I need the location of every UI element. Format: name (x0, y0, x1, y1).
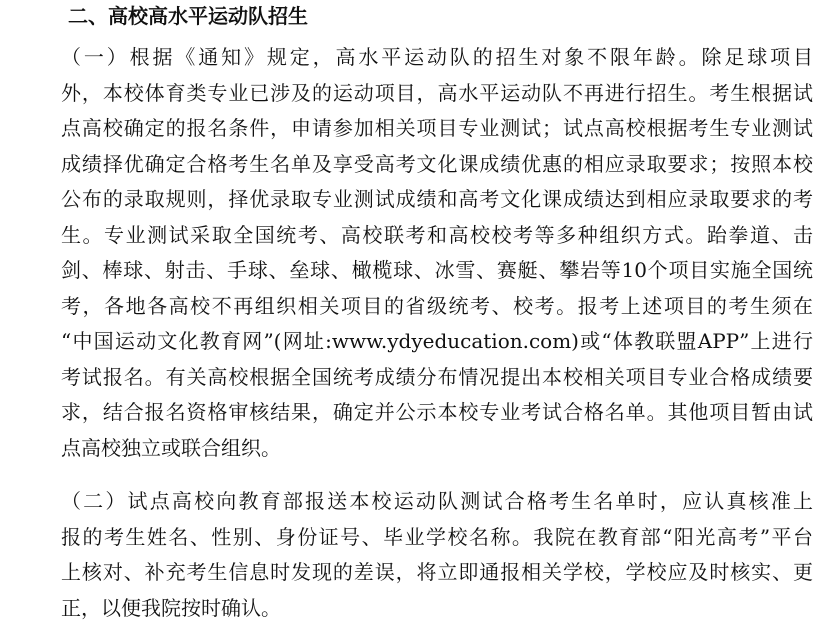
paragraph-line: 考，各地各高校不再组织相关项目的省级统考、校考。报考上述项目的考生须在 (61, 289, 813, 325)
paragraph-line: 外，本校体育类专业已涉及的运动项目，高水平运动队不再进行招生。考生根据试 (61, 76, 813, 112)
paragraph-line: （二）试点高校向教育部报送本校运动队测试合格考生名单时，应认真核准上 (61, 484, 813, 520)
section-heading: 二、高校高水平运动队招生 (68, 2, 308, 30)
paragraph-line: 生。专业测试采取全国统考、高校联考和高校校考等多种组织方式。跆拳道、击 (61, 218, 813, 254)
paragraph-line: 上核对、补充考生信息时发现的差误，将立即通报相关学校，学校应及时核实、更 (61, 555, 813, 591)
paragraph-line: 点高校确定的报名条件，申请参加相关项目专业测试；试点高校根据考生专业测试 (61, 111, 813, 147)
paragraph-line: （一）根据《通知》规定，高水平运动队的招生对象不限年龄。除足球项目 (61, 40, 813, 76)
paragraph-line: “中国运动文化教育网”(网址:www.ydyeducation.com)或“体教联盟APP”上进行 (61, 324, 813, 360)
paragraph-line: 正，以便我院按时确认。 (61, 591, 813, 626)
paragraph-2 (61, 484, 813, 626)
paragraph-line: 点高校独立或联合组织。 (61, 431, 813, 467)
paragraph-line: 剑、棒球、射击、手球、垒球、橄榄球、冰雪、赛艇、攀岩等10个项目实施全国统 (61, 253, 813, 289)
paragraph-line: 考试报名。有关高校根据全国统考成绩分布情况提出本校相关项目专业合格成绩要 (61, 360, 813, 396)
paragraph-line: 公布的录取规则，择优录取专业测试成绩和高考文化课成绩达到相应录取要求的考 (61, 182, 813, 218)
paragraph-line: 成绩择优确定合格考生名单及享受高考文化课成绩优惠的相应录取要求；按照本校 (61, 147, 813, 183)
paragraph-line: 求，结合报名资格审核结果，确定并公示本校专业考试合格名单。其他项目暂由试 (61, 395, 813, 431)
paragraph-1 (61, 40, 813, 466)
paragraph-line: 报的考生姓名、性别、身份证号、毕业学校名称。我院在教育部“阳光高考”平台 (61, 520, 813, 556)
